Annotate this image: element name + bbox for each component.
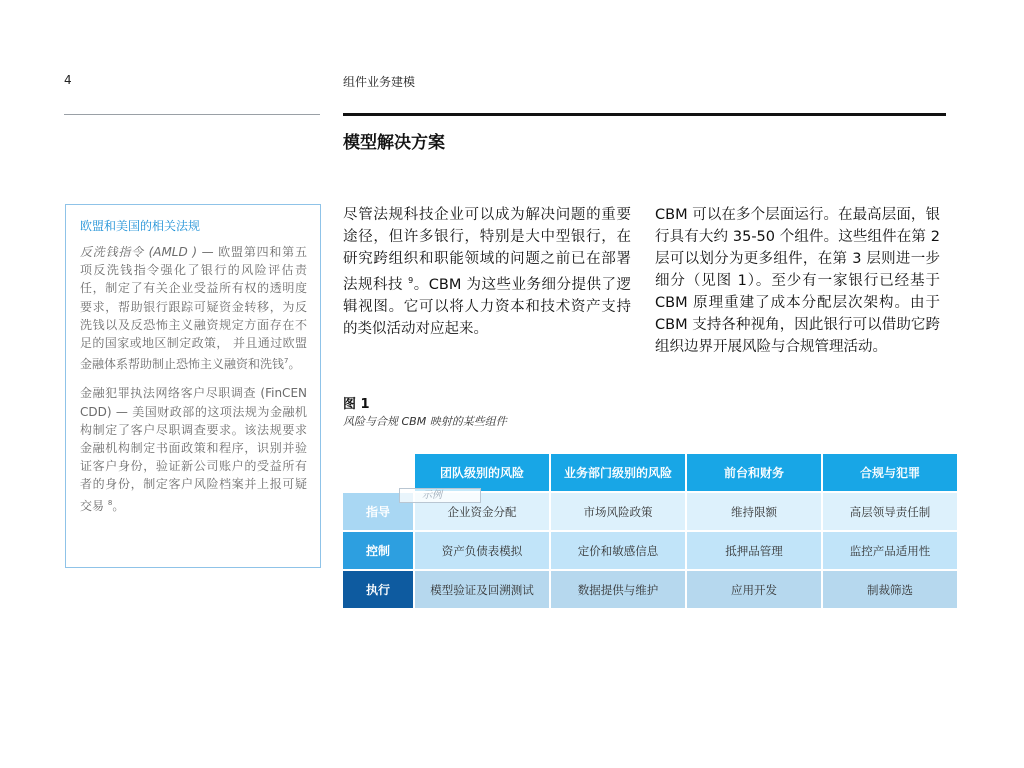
regulations-sidebar (65, 204, 321, 568)
row-header: 指导 (343, 493, 413, 530)
component-cell: 制裁筛选 (823, 571, 957, 608)
corner-spacer (343, 454, 413, 491)
fincen-text: 金融犯罪执法网络客户尽职调查 (FinCEN CDD) — 美国财政部的这项法规为金融机构制定了客户尽职调查要求。该法规要求金融机构制定书面政策和程序，识别并验证客户身份，验证新公司账户的受益所有者的身份，制定客户风险档案并上报可疑交易 (80, 386, 307, 513)
row-header: 控制 (343, 532, 413, 569)
component-cell: 定价和敏感信息 (551, 532, 685, 569)
section-title: 模型解决方案 (343, 133, 445, 153)
example-tag: 示例 (399, 488, 481, 503)
component-cell: 维持限额 (687, 493, 821, 530)
body-text: 尽管法规科技企业可以成为解决问题的重要途径，但许多银行，特别是大中型银行，在研究跨组织和职能领域的问题之前已在部署法规科技 (343, 207, 631, 293)
figure-caption: 风险与合规 CBM 映射的某些组件 (343, 415, 507, 428)
footnote-ref: 9 (408, 276, 414, 285)
amld-term: 反洗钱指令 (80, 245, 144, 259)
sidebar-heading: 欧盟和美国的相关法规 (80, 219, 201, 233)
amld-abbr: (AMLD ) (148, 245, 198, 259)
amld-text: — 欧盟第四和第五项反洗钱指令强化了银行的风险评估责任，制定了有关企业受益所有权的透明度要求，帮助银行跟踪可疑资金转移，为反洗钱以及反恐怖主义融资规定方面存在不足的国家或地区制定政策， 并且通过欧盟金融体系帮助制止恐怖主义融资和洗钱 (80, 245, 307, 372)
component-cell: 资产负债表模拟 (415, 532, 549, 569)
column-header: 团队级别的风险 (415, 454, 549, 491)
footnote-ref: 7 (284, 357, 289, 366)
cbm-component-map (343, 454, 967, 610)
component-cell: 企业资金分配 (415, 493, 549, 530)
component-cell: 监控产品适用性 (823, 532, 957, 569)
column-header-row (343, 454, 967, 491)
body-column-2: CBM 可以在多个层面运行。在最高层面，银行具有大约 35-50 个组件。这些组件在第 2 层可以划分为更多组件，在第 3 层则进一步细分（见图 1）。至少有一家银行已经基于 CBM 原理重建了成本分配层次架构。由于 CBM 支持各种视角，因此银行可以借助它跨组织边界开展风险与合规管理活动。 (655, 207, 940, 355)
page-number: 4 (64, 73, 72, 87)
row-header: 执行 (343, 571, 413, 608)
column-header: 业务部门级别的风险 (551, 454, 685, 491)
row-control (343, 532, 967, 569)
sidebar-paragraph-amld (80, 243, 307, 373)
amld-end: 。 (288, 357, 301, 372)
right-divider (343, 113, 946, 116)
left-divider (64, 114, 320, 115)
row-execute (343, 571, 967, 608)
footnote-ref: 8 (107, 498, 113, 507)
component-cell: 应用开发 (687, 571, 821, 608)
component-cell: 市场风险政策 (551, 493, 685, 530)
body-text: 。CBM 为这些业务细分提供了逻辑视图。它可以将人力资本和技术资产支持的类似活动对应起来。 (343, 276, 632, 337)
body-column-1 (343, 204, 631, 340)
running-title: 组件业务建模 (343, 75, 416, 89)
component-cell: 模型验证及回溯测试 (415, 571, 549, 608)
column-header: 合规与犯罪 (823, 454, 957, 491)
figure-label: 图 1 (343, 397, 370, 412)
column-header: 前台和财务 (687, 454, 821, 491)
component-cell: 高层领导责任制 (823, 493, 957, 530)
fincen-end: 。 (112, 498, 125, 513)
sidebar-paragraph-fincen (80, 384, 307, 514)
component-cell: 抵押品管理 (687, 532, 821, 569)
component-cell: 数据提供与维护 (551, 571, 685, 608)
